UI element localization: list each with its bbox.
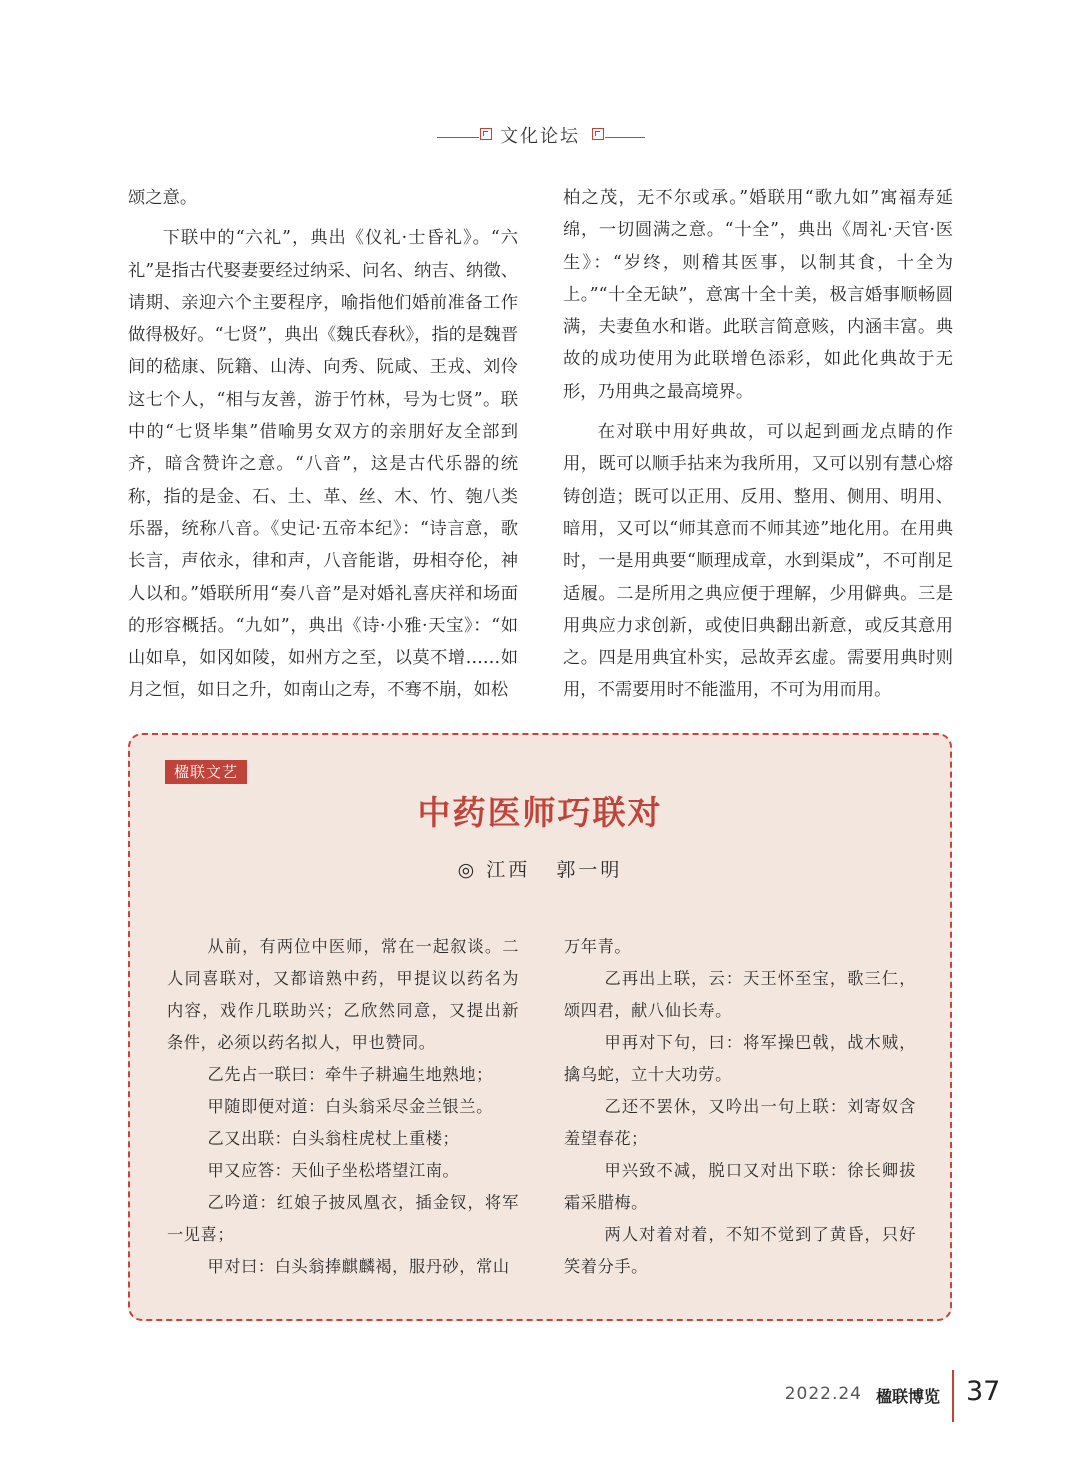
feature-paragraph: 甲对曰：白头翁捧麒麟褐，服丹砂，常山 (207, 1257, 510, 1276)
feature-box (128, 733, 952, 1321)
feature-paragraph: 乙又出联：白头翁柱虎杖上重楼； (207, 1129, 460, 1148)
feature-paragraph: 甲再对下句，曰：将军操巴戟，战木贼，擒乌蛇，立十大功劳。 (564, 1033, 916, 1084)
page-number: 37 (966, 1376, 1001, 1407)
author-name: 郭一明 (556, 859, 623, 881)
feature-column-right (564, 931, 916, 1283)
feature-byline (130, 855, 950, 882)
feature-title: 中药医师巧联对 (417, 793, 663, 832)
section-header (0, 118, 1080, 150)
feature-paragraph: 甲随即便对道：白头翁采尽金兰银兰。 (207, 1097, 493, 1116)
fret-ornament-icon (480, 128, 492, 140)
feature-paragraph: 两人对着对着，不知不觉到了黄昏，只好笑着分手。 (564, 1225, 916, 1276)
article-paragraph: 颂之意。 (128, 188, 198, 208)
header-rule-right (605, 137, 645, 138)
article-paragraph: 在对联中用好典故，可以起到画龙点睛的作用，既可以顺手拈来为我所用，又可以别有慧心熔铸创造；既可以正用、反用、整用、侧用、明用、暗用，又可以“师其意而不师其迹”地化用。在用典时，一是用典要“顺理成章，水到渠成”，不可削足适履。二是所用之典应便于理解，少用僻典。三是用典应力求创新，或使旧典翻出新意，或反其意用之。四是用典宜朴实，忌故弄玄虚。需要用典时则用，不需要用时不能滥用，不可为用而用。 (563, 422, 953, 701)
feature-paragraph: 乙还不罢休，又吟出一句上联：刘寄奴含羞望春花； (564, 1097, 916, 1148)
section-title: 文化论坛 (500, 126, 580, 147)
feature-paragraph: 乙吟道：红娘子披凤凰衣，插金钗，将军一见喜； (167, 1193, 519, 1244)
footer-divider (952, 1370, 954, 1422)
feature-paragraph: 乙先占一联曰：牵牛子耕遍生地熟地； (207, 1065, 493, 1084)
feature-paragraph: 甲兴致不减，脱口又对出下联：徐长卿拔霜采腊梅。 (564, 1161, 916, 1212)
feature-column-left (167, 931, 519, 1283)
magazine-name: 楹联博览 (876, 1387, 941, 1406)
fret-ornament-icon (592, 128, 604, 140)
author-place: 江西 (486, 859, 531, 881)
feature-paragraph: 万年青。 (564, 937, 632, 956)
feature-paragraph: 从前，有两位中医师，常在一起叙谈。二人同喜联对，又都谙熟中药，甲提议以药名为内容，戏作几联助兴；乙欣然同意，又提出新条件，必须以药名拟人，甲也赞同。 (167, 937, 519, 1052)
article-paragraph: 柏之茂，无不尔或承。”婚联用“歌九如”寓福寿延绵，一切圆满之意。“十全”，典出《周礼·天官·医生》：“岁终，则稽其医事，以制其食，十全为上。”“十全无缺”，意寓十全十美，极言婚事顺畅圆满，夫妻鱼水和谐。此联言简意赅，内涵丰富。典故的成功使用为此联增色添彩，如此化典故于无形，乃用典之最高境界。 (563, 188, 953, 402)
article-column-right (563, 182, 953, 707)
feature-paragraph: 乙再出上联，云：天王怀至宝，歌三仁，颂四君，献八仙长寿。 (564, 969, 916, 1020)
feature-paragraph: 甲又应答：天仙子坐松塔望江南。 (207, 1161, 460, 1180)
bullseye-icon: ◎ (457, 859, 478, 881)
article-paragraph: 下联中的“六礼”，典出《仪礼·士昏礼》。“六礼”是指古代娶妻要经过纳采、问名、纳吉、纳徵、请期、亲迎六个主要程序，喻指他们婚前准备工作做得极好。“七贤”，典出《魏氏春秋》，指的是魏晋间的嵇康、阮籍、山涛、向秀、阮咸、王戎、刘伶这七个人，“相与友善，游于竹林，号为七贤”。联中的“七贤毕集”借喻男女双方的亲朋好友全部到齐，暗含赞许之意。“八音”，这是古代乐器的统称，指的是金、石、土、革、丝、木、竹、匏八类乐器，统称八音。《史记·五帝本纪》：“诗言意，歌长言，声依永，律和声，八音能谐，毋相夺伦，神人以和。”婚联所用“奏八音”是对婚礼喜庆祥和场面的形容概括。“九如”，典出《诗·小雅·天宝》：“如山如阜，如冈如陵，如州方之至，以莫不增……如月之恒，如日之升，如南山之寿，不骞不崩，如松 (128, 228, 518, 701)
article-column-left (128, 182, 518, 707)
issue-number: 2022.24 (784, 1384, 862, 1404)
column-tag: 楹联文艺 (165, 760, 247, 784)
header-rule-left (437, 137, 479, 138)
